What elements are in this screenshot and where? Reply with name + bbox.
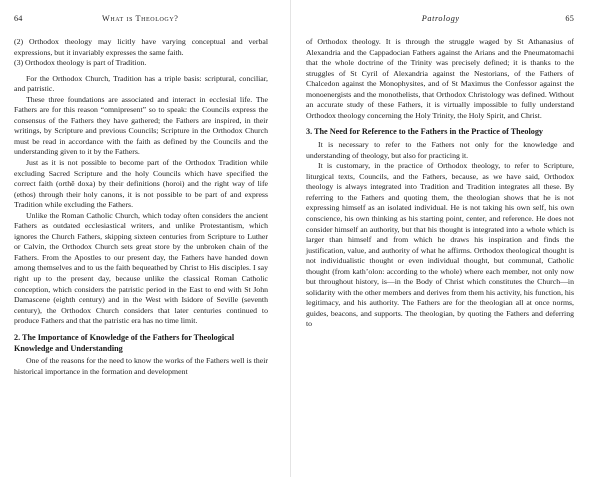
paragraph: It is necessary to refer to the Fathers not only for the knowledge and understanding of theology, but also for practicing it. [306,140,574,160]
list-item-3: (3) Orthodox theology is part of Tradition. [14,58,147,68]
book-gutter [290,0,291,477]
paragraph: For the Orthodox Church, Tradition has a triple basis: scriptural, conciliar, and patristic. [14,73,268,94]
paragraph: Just as it is not possible to become part of the Orthodox Tradition while excluding Sacred Scripture and the holy Councils which have specified the correct faith (orthē doxa) by their definitions (horoi) and the right way of life (ethos) through their holy canons, it is not possible to be part of and express Tradition while excluding the Fathers. [14,158,268,210]
right-body-text [306,37,574,330]
right-page-number: 65 [565,14,574,23]
left-body-text [14,37,268,377]
paragraph: Unlike the Roman Catholic Church, which today often considers the ancient Fathers as outdated ecclesiastical writers, and unlike Protestantism, which ignores the Church Fathers, skipping sixteen centuries from Scripture to Luther or Calvin, the Orthodox Church sets great store by the unbroken chain of the Fathers. From the Apostles to our present day, the Fathers have handed down among themselves and to us the faith bequeathed by Christ to His disciples. I say right up to the present day, because unlike the classical Roman Catholic conception, which considers the patristic period in the East to end with St John Damascene (eighth century) and in the West with Isidore of Seville (seventh century), the Orthodox Church considers that later centuries continued to produce Fathers and that the patristic era has no time limit. [14,210,268,326]
left-running-header [14,14,268,23]
list-item-2: (2) Orthodox theology may licitly have varying conceptual and verbal expressions, but it invariably expresses the same faith. [14,37,268,57]
right-running-header [306,14,574,23]
left-running-head: What is Theology? [102,14,179,23]
paragraph: These three foundations are associated and interact in ecclesial life. The Fathers are for this reason “omnipresent” so to speak: the Councils express the consensus of the Fathers they have gathered; the Fathers are inspired, in their writings, by Scripture and previous Councils; Scripture in the Orthodox Church must be read in accordance with the faith as defined by the Councils and the understanding given to it by the Fathers. [14,94,268,157]
section-heading: 3. The Need for Reference to the Fathers in the Practice of Theology [306,127,544,137]
section-heading: 2. The Importance of Knowledge of the Fathers for Theological Knowledge and Understanding [14,332,235,353]
right-page [300,0,582,477]
paragraph: of Orthodox theology. It is through the struggle waged by St Athanasius of Alexandria and the Cappadocian Fathers against the Arians and the Pneumatomachi that the whole doctrine of the Trinity was precisely defined; it is thanks to the struggles of St Cyril of Alexandria against the Nestorians, of the Fathers of Chalcedon against the Monophysites, and of St Maximus the Confessor against the monoenergists and the monothelists, that Orthodox Christology was defined. Without an accurate study of these Fathers, it is virtually impossible to fully understand Orthodox theology concerning the Holy Trinity, the Holy Spirit, and Christ. [306,37,574,120]
left-page-number: 64 [14,14,23,23]
paragraph: One of the reasons for the need to know the works of the Fathers well is their historical importance in the formation and development [14,356,268,376]
paragraph: It is customary, in the practice of Orthodox theology, to refer to Scripture, liturgical texts, Councils, and the Fathers, because, as we have said, Orthodox theology is always integrated into Tradition and Tradition integrates all these. By referring to the Fathers and quoting them, the theologian shows that he is not expressing himself as an isolated individual. He is not taking his own self, his own conscience, his own thinking as his starting point, center, and reference. He does not consider himself an authority, but that his thought is integrated into a whole which is larger than himself and from which he draws his inspiration and finds the justification, value, and authority of what he affirms. Orthodox theological thought is not individualistic thought or even individual thought, but communal, Catholic thought (from kath’olon: according to the whole) where each member, not only now but throughout history, is—in the Body of Christ which constitutes the Church—in solidarity with the other members and derives from them his activity, his function, his legitimacy, and his authority. The Fathers are for the theologian all at once norms, guides, beacons, and supports. The theologian, by quoting the Fathers and deferring to [306,161,574,329]
right-running-head: Patrology [421,14,460,23]
left-page [0,0,282,477]
